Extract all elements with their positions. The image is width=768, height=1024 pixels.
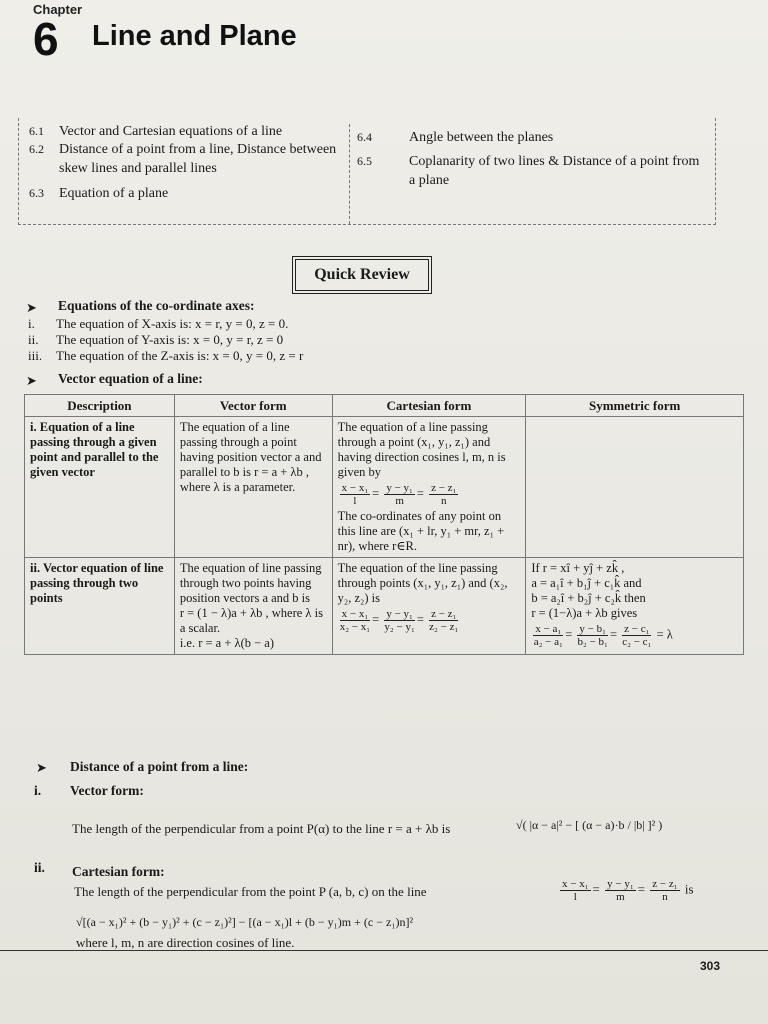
table-cell-cartesian: The equation of the line passing through points (x₁, y₁, z₁) and (x₂, y₂, z₂) is $\frac{\text{x − x₁}}{\text{x₂ − x₁}}$ = $\frac{\text{y − y₁}}{\text{y₂ − y₁}}$ = $\frac{\text{z − z₁}}{\text{z₂ − z₁}}$ (332, 558, 526, 655)
table-cell-vector: The equation of a line passing through a point having position vector a and parallel to b is r = a + λb , where λ is a parameter. (174, 417, 332, 558)
page-number: 303 (700, 959, 721, 973)
toc-item: 6.4 Angle between the planes (357, 130, 554, 145)
chapter-label: Chapter (33, 2, 83, 17)
table-header: Cartesian form (332, 395, 526, 417)
cartesian-form-label: Cartesian form: (72, 864, 165, 879)
roman-label: i. (34, 783, 42, 798)
table-row (25, 558, 744, 655)
vector-form-label: Vector form: (70, 783, 144, 798)
quick-review-box: Quick Review (292, 256, 432, 294)
toc-divider (349, 124, 350, 224)
cartesian-form-fraction: $\frac{\text{x − x₁}}{l}$ = $\frac{\text{y − y₁}}{m}$ = $\frac{\text{z − z₁}}{n}$ is (562, 878, 694, 903)
bullet-arrow-icon: ➤ (36, 760, 47, 775)
cartesian-form-text: The length of the perpendicular from the point P (a, b, c) on the line (74, 884, 427, 899)
cartesian-fraction: $\frac{\text{x − x₁}}{\text{x₂ − x₁}}$ = $\frac{\text{y − y₁}}{\text{y₂ − y₁}}$ = $\frac{\text{z − z₁}}{\text{z₂ − z₁}}$ (339, 608, 459, 633)
toc-item: 6.5 Coplanarity of two lines & Distance of a point from a plane (357, 154, 700, 188)
chapter-contents-box (18, 118, 716, 225)
vector-form-text: The length of the perpendicular from a point P(α) to the line r = a + λb is (72, 821, 451, 836)
table-header-row (25, 395, 744, 417)
table-row (25, 417, 744, 558)
symmetric-fraction: $\frac{\text{x − a₁}}{\text{a₂ − a₁}}$ = $\frac{\text{y − b₁}}{\text{b₂ − b₁}}$ = $\frac{\text{z − c₁}}{\text{c₂ − c₁}}$ = λ (533, 623, 673, 648)
table-cell-cartesian: The equation of a line passing through a point (x₁, y₁, z₁) and having direction cosines l, m, n is given by $\frac{\text{x − x₁}}{l}$ = $\frac{\text{y − y₁}}{m}$ = $\frac{\text{z − z₁}}{n}$ The co-ordinates of any point on this line are (x₁ + lr, y₁ + mr, z₁ + nr), where r∈R. (332, 417, 526, 558)
table-header: Vector form (174, 395, 332, 417)
axis-item: ii. The equation of Y-axis is: x = 0, y = r, z = 0 (28, 332, 284, 347)
toc-item: 6.2 Distance of a point from a line, Distance between skew lines and parallel lines (29, 142, 337, 176)
chapter-title: Line and Plane (92, 20, 297, 52)
vector-form-formula: √( |α − a|² − [ (α − a)·b / |b| ]² ) (516, 818, 663, 832)
chapter-number: 6 (33, 13, 59, 65)
cartesian-form-formula: √[(a − x₁)² + (b − y₁)² + (c − z₁)²] − [(a − x₁)l + (b − y₁)m + (c − z₁)n]² (76, 915, 414, 929)
axis-item: iii. The equation of the Z-axis is: x = 0, y = 0, z = r (28, 348, 304, 363)
cartesian-form-note: where l, m, n are direction cosines of line. (76, 935, 295, 950)
bullet-arrow-icon: ➤ (26, 373, 37, 388)
toc-item: 6.3 Equation of a plane (29, 186, 169, 201)
roman-label: ii. (34, 860, 45, 875)
toc-item: 6.1 Vector and Cartesian equations of a line (29, 124, 283, 139)
page-footer-rule (0, 950, 768, 951)
table-cell-symmetric (526, 417, 744, 558)
axis-item: i. The equation of X-axis is: x = r, y = 0, z = 0. (28, 316, 289, 331)
line-equations-table (24, 394, 744, 655)
vector-line-heading: Vector equation of a line: (58, 371, 203, 386)
table-header: Description (25, 395, 175, 417)
table-cell-symmetric: If r = xî + yĵ + zk̂ , a = a₁î + b₁ĵ + c₁k̂ and b = a₂î + b₂ĵ + c₂k̂ then r = (1−λ)a + λb gives $\frac{\text{x − a₁}}{\text{a₂ − a₁}}$ = $\frac{\text{y − b₁}}{\text{b₂ − b₁}}$ = $\frac{\text{z − c₁}}{\text{c₂ − c₁}}$ = λ (526, 558, 744, 655)
table-cell-vector: The equation of line passing through two points having position vectors a and b is r = (1 − λ)a + λb , where λ is a scalar. i.e. r = a + λ(b − a) (174, 558, 332, 655)
bullet-arrow-icon: ➤ (26, 300, 37, 315)
table-cell-description: ii. Vector equation of line passing through two points (25, 558, 175, 655)
table-header: Symmetric form (526, 395, 744, 417)
cartesian-fraction: $\frac{\text{x − x₁}}{l}$ = $\frac{\text{y − y₁}}{m}$ = $\frac{\text{z − z₁}}{n}$ (341, 482, 457, 507)
axes-heading: Equations of the co-ordinate axes: (58, 298, 255, 313)
distance-heading: Distance of a point from a line: (70, 759, 249, 774)
table-cell-description: i. Equation of a line passing through a given point and parallel to the given vector (25, 417, 175, 558)
